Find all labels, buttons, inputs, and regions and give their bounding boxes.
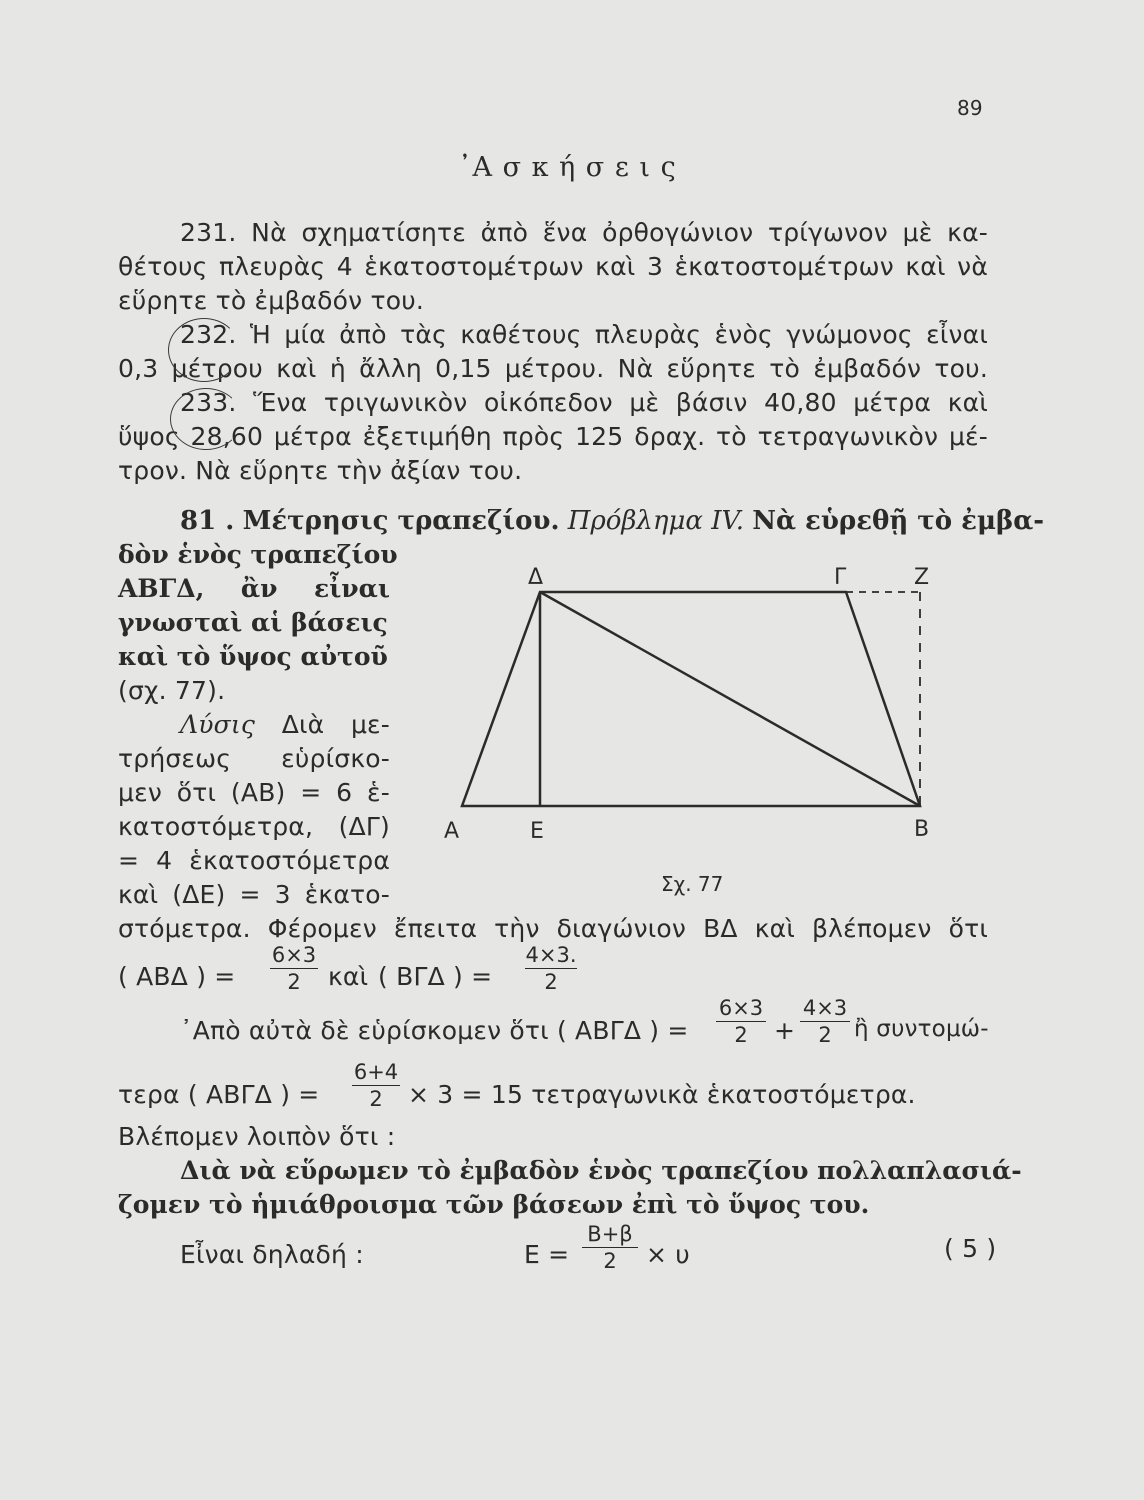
fraction-bar [352,1085,400,1086]
problem-text-3: ΑΒΓΔ, ἂν εἶναι [118,574,390,603]
label-beta: Β [914,817,930,842]
section-heading: ᾿Α σ κ ή σ ε ι ς [458,152,677,183]
final-prefix: Εἶναι δηλαδή : [180,1240,364,1269]
problem-text-5: καὶ τὸ ὕψος αὐτοῦ [118,642,388,671]
exercise-233-line2: ὕψος 28,60 μέτρα ἐξετιμήθη πρὸς 125 δραχ. τὸ τετραγωνικὸν μέ- [118,422,988,451]
final-fraction [582,1222,638,1273]
solution-line2: τρήσεως εὑρίσκο- [118,744,390,773]
exercise-231-line2: θέτους πλευρὰς 4 ἑκατοστομέτρων καὶ 3 ἑκατοστομέτρων καὶ νὰ [118,252,988,281]
solution-line7: στόμετρα. Φέρομεν ἔπειτα τὴν διαγώνιον ΒΔ καὶ βλέπομεν ὅτι [118,914,988,943]
formula-line2-fraction-2 [800,996,850,1047]
fraction-bar [716,1021,766,1022]
fraction-bar [525,968,577,969]
section-title: Μέτρησις τραπεζίου. [242,506,560,536]
section-number: 81 . [180,506,235,536]
exercise-233-line1: 233. Ἕνα τριγωνικὸν οἰκόπεδον μὲ βάσιν 40,80 μέτρα καὶ [180,388,988,417]
solution-line6: καὶ (ΔΕ) = 3 ἑκατο- [118,880,390,909]
l2-f1-numerator: 6×3 [718,996,764,1020]
formula-line3-prefix: τερα ( ΑΒΓΔ ) = [118,1080,320,1109]
final-numerator: Β+β [587,1222,633,1246]
bgd-numerator: 4×3. [525,943,577,967]
page-number: 89 [957,96,983,120]
solution-line3: μεν ὅτι (ΑΒ) = 6 ἑ- [118,778,390,807]
equation-number: ( 5 ) [944,1234,997,1263]
solution-line5: = 4 ἑκατοστόμετρα [118,846,390,875]
label-alpha: Α [444,819,460,844]
formula-and: καὶ [328,962,369,991]
exercise-232-line1: 232. Ἡ μία ἀπὸ τὰς καθέτους πλευρὰς ἑνὸς γνώμονος εἶναι [180,320,988,349]
final-left: Ε = [524,1240,570,1269]
exercise-233-line3: τρον. Νὰ εὕρητε τὴν ἀξίαν του. [118,456,523,485]
l2-f2-numerator: 4×3 [802,996,848,1020]
solution-text-1: Διὰ με- [281,710,390,739]
rule-line1: Διὰ νὰ εὕρωμεν τὸ ἐμβαδὸν ἑνὸς τραπεζίου πολλαπλασιά- [180,1156,1022,1185]
figure-caption: Σχ. 77 [661,872,724,896]
l2-f1-denominator: 2 [734,1023,748,1047]
l3-denominator: 2 [369,1087,383,1111]
problem-label: Πρόβλημα IV. [567,506,744,536]
formula-line2-suffix: ἢ συντομώ- [854,1016,989,1042]
solution-label: Λύσις [180,710,256,739]
rule-line2: ζομεν τὸ ἡμιάθροισμα τῶν βάσεων ἐπὶ τὸ ὕψος του. [118,1190,870,1219]
pencil-circle-233 [170,388,242,450]
exercise-231-line3: εὕρητε τὸ ἐμβαδόν του. [118,286,425,315]
final-denominator: 2 [603,1249,617,1273]
bgd-denominator: 2 [544,970,558,994]
label-z: Z [914,565,930,590]
section-81-line [180,506,1044,536]
therefore-line: Βλέπομεν λοιπὸν ὅτι : [118,1122,396,1151]
solution-line4: κατοστόμετρα, (ΔΓ) [118,812,390,841]
pencil-circle-232 [168,318,240,382]
label-epsilon: Ε [530,819,544,844]
formula-line2-prefix: ᾿Απὸ αὐτὰ δὲ εὑρίσκομεν ὅτι ( ΑΒΓΔ ) = [180,1016,689,1045]
fraction-bar [270,968,318,969]
l3-numerator: 6+4 [353,1060,399,1084]
formula-plus: + [774,1016,796,1045]
label-delta: Δ [528,565,544,590]
figure-reference: (σχ. 77). [118,676,226,705]
final-right: × υ [646,1240,690,1269]
problem-text-2: δὸν ἑνὸς τραπεζίου [118,540,398,569]
problem-text-4: γνωσταὶ αἱ βάσεις [118,608,388,637]
diagonal-bd [540,592,920,806]
trapezoid-outline [462,592,920,806]
fraction-bar [800,1021,850,1022]
fraction-bar [582,1247,638,1248]
formula-abd-left: ( ΑΒΔ ) = [118,962,236,991]
label-gamma: Γ [834,565,847,590]
formula-line3-fraction [352,1060,400,1111]
problem-text-1: Νὰ εὑρεθῇ τὸ ἐμβα- [752,506,1045,536]
l2-f2-denominator: 2 [818,1023,832,1047]
formula-bgd-fraction [525,943,577,994]
formula-line2-fraction-1 [716,996,766,1047]
solution-line1 [180,710,390,739]
exercise-231-line1: 231. Νὰ σχηματίσητε ἀπὸ ἕνα ὀρθογώνιον τρίγωνον μὲ κα- [180,218,988,247]
abd-numerator: 6×3 [271,943,317,967]
trapezoid-figure [430,560,960,860]
formula-abd-fraction [270,943,318,994]
formula-line3-suffix: × 3 = 15 τετραγωνικὰ ἑκατοστόμετρα. [408,1080,916,1109]
abd-denominator: 2 [287,970,301,994]
exercise-232-line2: 0,3 μέτρου καὶ ἡ ἄλλη 0,15 μέτρου. Νὰ εὕρητε τὸ ἐμβαδόν του. [118,354,988,383]
formula-bgd-left: ( ΒΓΔ ) = [378,962,493,991]
